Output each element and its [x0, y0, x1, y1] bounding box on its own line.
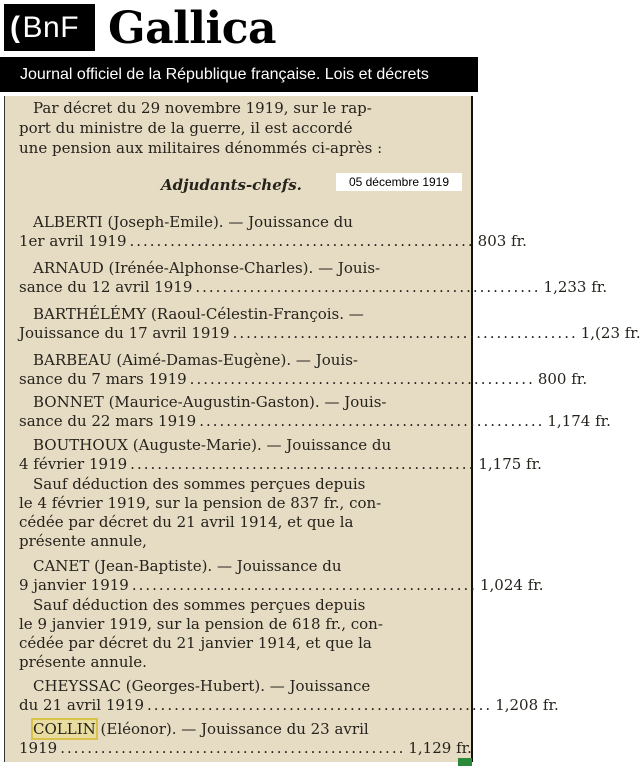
entry-date: sance du 7 mars 1919	[19, 370, 187, 388]
entry-date: 1er avril 1919	[19, 232, 127, 250]
note-line: le 4 février 1919, sur la pension de 837 fr., con-	[19, 494, 382, 512]
intro-line: Par décret du 29 novembre 1919, sur le rap-	[33, 99, 372, 117]
leader-dots: ...................................................	[199, 412, 545, 430]
entry-line	[19, 738, 472, 759]
entry-line: ALBERTI (Joseph-Emile). — Jouissance du	[33, 213, 353, 231]
entry-date: 1919	[19, 739, 58, 757]
leader-dots: ...................................................	[232, 324, 578, 342]
entry-line: BARBEAU (Aimé-Damas-Eugène). — Jouis-	[33, 351, 358, 369]
entry-date: sance du 22 mars 1919	[19, 412, 197, 430]
bnf-logo[interactable]	[4, 4, 95, 51]
note-line: le 9 janvier 1919, sur la pension de 618 fr., con-	[19, 615, 383, 633]
entry-line	[19, 277, 608, 298]
entry-amount: 1,233 fr.	[543, 278, 608, 296]
entry-line	[19, 411, 611, 432]
section-heading: Adjudants-chefs.	[161, 176, 302, 194]
document-title: Journal officiel de la République française. Lois et décrets	[20, 66, 429, 83]
bottom-strip	[0, 762, 478, 766]
entry-amount: 1,024 fr.	[480, 576, 544, 594]
gallica-header	[0, 0, 478, 57]
leader-dots: ...................................................	[195, 278, 541, 296]
document-title-bar	[0, 57, 478, 92]
entry-line: BARTHÉLÉMY (Raoul-Célestin-François. —	[33, 305, 364, 323]
entry-line	[19, 695, 559, 716]
intro-line: une pension aux militaires dénommés ci-après :	[19, 139, 383, 157]
search-highlight[interactable]: COLLIN	[33, 720, 96, 738]
leader-dots: ...................................................	[189, 370, 535, 388]
newspaper-page	[4, 96, 641, 762]
entry-date: sance du 12 avril 1919	[19, 278, 193, 296]
entry-line	[19, 369, 588, 390]
entry-line	[19, 323, 641, 344]
entry-amount: 1,208 fr.	[495, 696, 559, 714]
entry-text: (Eléonor). — Jouissance du 23 avril	[95, 720, 369, 738]
note-line: Sauf déduction des sommes perçues depuis	[33, 475, 366, 493]
intro-line: port du ministre de la guerre, il est accordé	[19, 119, 353, 137]
entry-amount: 803 fr.	[477, 232, 527, 250]
bnf-logo-paren: (	[10, 11, 21, 44]
entry-line: BOUTHOUX (Auguste-Marie). — Jouissance du	[33, 436, 392, 454]
entry-amount: 1,175 fr.	[478, 455, 542, 473]
note-line: cédée par décret du 21 avril 1914, et que la	[19, 513, 354, 531]
note-line: présente annule.	[19, 653, 147, 671]
leader-dots: ...................................................	[60, 739, 406, 757]
entry-line	[33, 719, 461, 740]
corner-marker	[458, 758, 472, 766]
leader-dots: ...................................................	[129, 232, 475, 250]
bnf-logo-text: BnF	[22, 11, 80, 44]
entry-date: du 21 avril 1919	[19, 696, 145, 714]
note-line: cédée par décret du 21 janvier 1914, et que la	[19, 634, 372, 652]
entry-line	[19, 454, 542, 475]
entry-amount: 1,174 fr.	[547, 412, 611, 430]
note-line: Sauf déduction des sommes perçues depuis	[33, 596, 366, 614]
leader-dots: ...................................................	[131, 576, 477, 594]
entry-line: CHEYSSAC (Georges-Hubert). — Jouissance	[33, 677, 371, 695]
entry-line	[19, 231, 527, 252]
leader-dots: ...................................................	[130, 455, 476, 473]
note-line: présente annule,	[19, 532, 147, 550]
entry-line	[19, 575, 544, 596]
entry-amount: 800 fr.	[537, 370, 588, 388]
date-badge: 05 décembre 1919	[336, 173, 462, 191]
entry-amount: 1,(23 fr.	[580, 324, 641, 342]
entry-date: 4 février 1919	[19, 455, 128, 473]
gallica-brand[interactable]: Gallica	[108, 3, 277, 54]
entry-line: ARNAUD (Irénée-Alphonse-Charles). — Jouis-	[33, 259, 381, 277]
entry-line: CANET (Jean-Baptiste). — Jouissance du	[33, 557, 342, 575]
leader-dots: ...................................................	[147, 696, 493, 714]
entry-amount: 1,129 fr.	[408, 739, 472, 757]
entry-date: Jouissance du 17 avril 1919	[19, 324, 230, 342]
entry-line: BONNET (Maurice-Augustin-Gaston). — Jouis-	[33, 393, 387, 411]
entry-date: 9 janvier 1919	[19, 576, 129, 594]
